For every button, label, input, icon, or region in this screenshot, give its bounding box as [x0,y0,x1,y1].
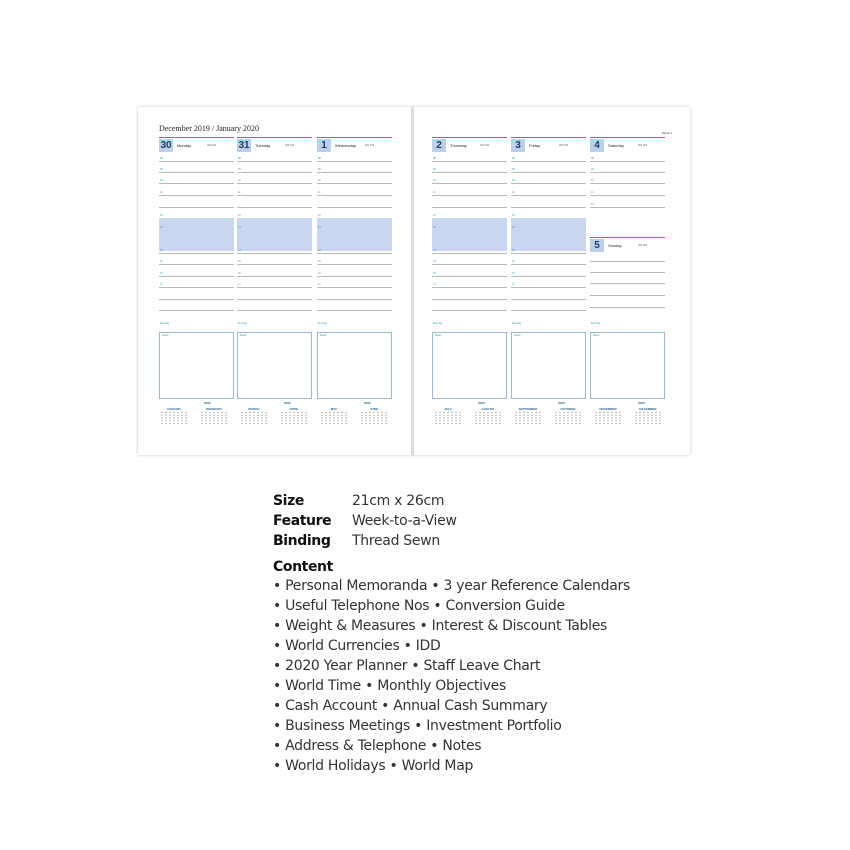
diary-rule [432,161,507,162]
diary-rule [511,207,586,208]
diary-rule [511,195,586,196]
mini-year-label: 2020 [204,401,211,405]
time-label: 09 [433,168,436,171]
time-label: 13 [512,226,515,229]
diary-rule [432,276,507,277]
mini-month-calendar [632,407,664,429]
time-label: 15 [512,260,515,263]
mini-month-days [160,411,188,425]
content-item: • Useful Telephone Nos • Conversion Guide [273,598,565,614]
day-column [237,137,312,402]
diary-rule [590,261,665,262]
time-label: 14 [318,249,321,252]
mini-month-name: MAY [330,407,338,411]
diary-rule [317,276,392,277]
day-number: 31 [238,140,250,151]
time-label: 08 [318,157,321,160]
notes-box [159,332,234,399]
mini-month-days [514,411,542,425]
time-label: 11 [160,191,163,194]
day-count: 364-001 [207,144,217,147]
mini-month-calendar [198,407,230,429]
notes-box [511,332,586,399]
mini-month-name: SEPTEMBER [518,407,538,411]
day-header [590,137,665,153]
day-count: 004-362 [638,144,648,147]
content-list [273,576,630,776]
mini-month-name: NOVEMBER [599,407,617,411]
mini-month-days [594,411,622,425]
time-label: 15 [318,260,321,263]
spec-size-value-wrap [352,490,444,511]
time-label: 14 [433,249,436,252]
mini-year-label: 2020 [638,401,645,405]
diary-rule [237,207,312,208]
day-header [511,137,586,153]
diary-rule [511,183,586,184]
notes-box [432,332,507,399]
day-column [432,137,507,402]
time-label: 16 [160,272,163,275]
time-label: 10 [591,179,594,182]
diary-rule [432,172,507,173]
mini-month-calendar [278,407,310,429]
diary-rule [317,183,392,184]
time-label: 13 [433,226,436,229]
time-label: 12 [512,214,515,217]
diary-rule [159,253,234,254]
time-label: 16 [238,272,241,275]
time-label: 16 [318,272,321,275]
mini-month-name: DECEMBER [639,407,657,411]
diary-rule [159,207,234,208]
time-label: 12 [318,214,321,217]
time-label: 15 [433,260,436,263]
spec-size-key: Size [273,493,304,509]
diary-rule [159,264,234,265]
mini-month-calendar [552,407,584,429]
diary-rule [590,295,665,296]
diary-rule [317,299,392,300]
diary-rule [237,253,312,254]
lunch-band [432,218,507,251]
time-label: 12 [160,214,163,217]
content-item: • Business Meetings • Investment Portfolio [273,718,562,734]
time-label: 15 [238,260,241,263]
diary-rule [159,299,234,300]
mini-month-calendar [238,407,270,429]
time-label: 13 [160,226,163,229]
evening-label: Evening [318,322,328,325]
day-number: 3 [511,139,525,152]
day-name: Thursday [450,143,467,148]
mini-month-name: AUGUST [481,407,495,411]
day-header [317,137,392,153]
time-label: 14 [512,249,515,252]
diary-rule [317,287,392,288]
day-header [159,137,234,153]
content-heading-wrap [273,556,333,577]
time-label: 10 [160,179,163,182]
diary-rule [511,276,586,277]
time-label: 17 [318,283,321,286]
notes-box [317,332,392,399]
diary-rule [237,195,312,196]
diary-rule [432,195,507,196]
evening-label: Evening [433,322,443,325]
sunday-column [590,237,665,402]
day-count: 002-364 [480,144,490,147]
day-count: 001-365 [365,144,375,147]
notes-label: Notes [162,334,169,337]
spec-size-value: 21cm x 26cm [352,493,445,509]
mini-month-name: JULY [444,407,452,411]
diary-rule [317,161,392,162]
diary-rule [237,276,312,277]
notes-label: Notes [320,334,327,337]
day-column [159,137,234,402]
diary-rule [432,287,507,288]
mini-month-days [474,411,502,425]
day-header [590,237,665,253]
diary-rule [317,264,392,265]
time-label: 11 [238,191,241,194]
day-number: 1 [317,139,331,152]
day-column [511,137,586,402]
diary-rule [432,183,507,184]
time-label: 10 [433,179,436,182]
mini-month-calendar [358,407,390,429]
day-column [317,137,392,402]
day-name: Wednesday [335,143,357,148]
time-label: 12 [591,203,594,206]
mini-month-days [360,411,388,425]
time-label: 14 [160,249,163,252]
diary-rule [590,272,665,273]
diary-rule [590,195,665,196]
mini-month-calendar [318,407,350,429]
diary-rule [590,161,665,162]
time-label: 11 [591,191,594,194]
diary-rule [511,264,586,265]
diary-rule [159,276,234,277]
notes-label: Notes [514,334,521,337]
mini-month-days [200,411,228,425]
diary-spread-image [138,107,690,455]
mini-year-label: 2020 [364,401,371,405]
mini-month-days [434,411,462,425]
mini-month-name: FEBRUARY [205,407,223,411]
day-name: Tuesday [255,143,271,148]
mini-month-name: JANUARY [166,407,182,411]
time-label: 11 [512,191,515,194]
time-label: 08 [512,157,515,160]
mini-month-name: APRIL [289,407,299,411]
time-label: 10 [238,179,241,182]
diary-page-title: December 2019 / January 2020 [159,124,259,133]
notes-box [590,332,665,399]
time-label: 10 [318,179,321,182]
diary-rule [590,283,665,284]
time-label: 17 [160,283,163,286]
mini-month-name: OCTOBER [560,407,576,411]
lunch-band [317,218,392,251]
lunch-band [237,218,312,251]
diary-rule [317,310,392,311]
time-label: 13 [318,226,321,229]
diary-rule [511,310,586,311]
spec-binding-key: Binding [273,533,331,549]
diary-rule [590,172,665,173]
notes-label: Notes [240,334,247,337]
diary-rule [432,207,507,208]
content-item: • Cash Account • Annual Cash Summary [273,698,548,714]
spec-feature [273,510,331,531]
day-number: 4 [590,139,604,152]
diary-rule [237,172,312,173]
day-number: 2 [432,139,446,152]
mini-month-calendar [158,407,190,429]
diary-rule [159,183,234,184]
day-number: 30 [160,140,172,151]
diary-rule [511,161,586,162]
mini-month-calendar [512,407,544,429]
time-label: 08 [433,157,436,160]
evening-label: Evening [160,322,170,325]
time-label: 17 [433,283,436,286]
mini-month-days [320,411,348,425]
lunch-band [159,218,234,251]
time-label: 11 [433,191,436,194]
mini-month-name: MARCH [248,407,260,411]
time-label: 17 [512,283,515,286]
diary-rule [237,299,312,300]
diary-rule [511,172,586,173]
spec-feature-value-wrap [352,510,457,531]
diary-rule [511,287,586,288]
time-label: 16 [433,272,436,275]
diary-rule [590,183,665,184]
diary-rule [511,299,586,300]
diary-rule [317,253,392,254]
diary-right-page [414,107,690,455]
week-label: Week 1 [661,131,672,135]
day-header [432,137,507,153]
mini-month-days [634,411,662,425]
diary-rule [432,299,507,300]
day-name: Monday [177,143,192,148]
diary-rule [317,172,392,173]
time-label: 08 [591,157,594,160]
diary-rule [159,161,234,162]
time-label: 12 [238,214,241,217]
diary-rule [237,264,312,265]
diary-rule [159,195,234,196]
time-label: 13 [238,226,241,229]
time-label: 16 [512,272,515,275]
content-item: • World Time • Monthly Objectives [273,678,506,694]
spec-binding [273,530,330,551]
time-label: 09 [238,168,241,171]
time-label: 08 [160,157,163,160]
content-item: • World Holidays • World Map [273,758,474,774]
diary-left-page [138,107,411,455]
content-item: • Weight & Measures • Interest & Discount Tables [273,618,608,634]
diary-rule [590,307,665,308]
time-label: 15 [160,260,163,263]
mini-year-label: 2020 [478,401,485,405]
spec-size [273,490,304,511]
diary-rule [432,253,507,254]
evening-label: Evening [512,322,522,325]
mini-month-days [554,411,582,425]
mini-month-days [240,411,268,425]
diary-rule [432,264,507,265]
mini-month-name: JUNE [369,407,378,411]
time-label: 09 [160,168,163,171]
diary-rule [511,253,586,254]
diary-rule [237,183,312,184]
day-name: Sunday [608,243,622,248]
mini-month-calendar [472,407,504,429]
spec-binding-value: Thread Sewn [352,533,440,549]
day-count: 365-000 [285,144,295,147]
diary-rule [590,207,665,208]
notes-label: Notes [593,334,600,337]
diary-rule [159,172,234,173]
lunch-band [511,218,586,251]
day-name: Friday [529,143,541,148]
time-label: 17 [238,283,241,286]
time-label: 09 [591,168,594,171]
diary-rule [317,195,392,196]
time-label: 09 [318,168,321,171]
day-count: 005-361 [638,244,648,247]
diary-rule [237,161,312,162]
diary-rule [317,207,392,208]
day-count: 003-363 [559,144,569,147]
diary-rule [432,310,507,311]
content-item: • World Currencies • IDD [273,638,441,654]
day-name: Saturday [608,143,625,148]
spec-feature-value: Week-to-a-View [352,513,457,529]
mini-month-days [280,411,308,425]
time-label: 14 [238,249,241,252]
evening-label: Evening [238,322,248,325]
spec-binding-value-wrap [352,530,440,551]
content-item: • Address & Telephone • Notes [273,738,482,754]
diary-rule [237,310,312,311]
evening-label: Evening [591,322,601,325]
time-label: 09 [512,168,515,171]
mini-year-label: 2020 [558,401,565,405]
day-header [237,137,312,153]
spec-feature-key: Feature [273,513,332,529]
day-number: 5 [590,239,604,252]
content-item: • Personal Memoranda • 3 year Reference Calendars [273,578,630,594]
diary-rule [159,310,234,311]
time-label: 11 [318,191,321,194]
mini-month-calendar [592,407,624,429]
content-item: • 2020 Year Planner • Staff Leave Chart [273,658,541,674]
mini-year-label: 2020 [284,401,291,405]
notes-box [237,332,312,399]
notes-label: Notes [435,334,442,337]
time-label: 12 [433,214,436,217]
mini-month-calendar [432,407,464,429]
time-label: 10 [512,179,515,182]
time-label: 08 [238,157,241,160]
content-heading: Content [273,559,333,575]
diary-rule [159,287,234,288]
diary-rule [237,287,312,288]
